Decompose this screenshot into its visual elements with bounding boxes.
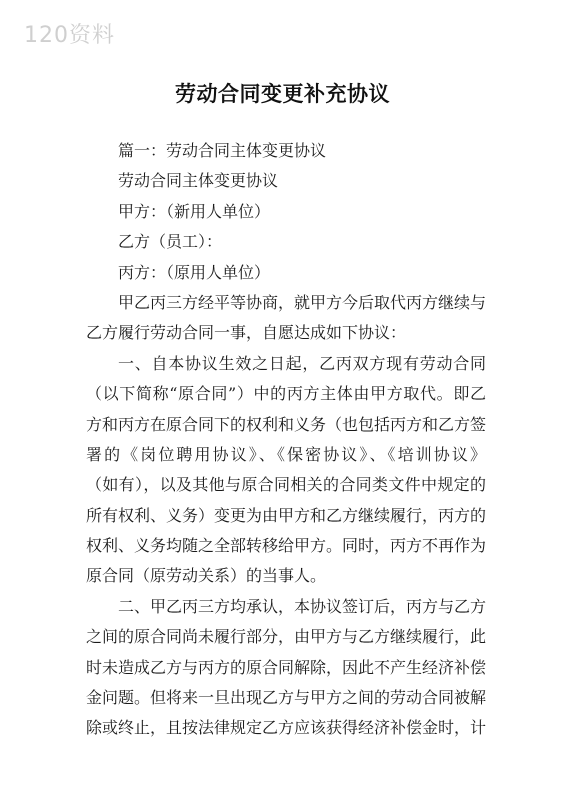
paragraph-line: 一、自本协议生效之日起，乙丙双方现有劳动合同 [118,353,486,373]
section-heading: 篇一：劳动合同主体变更协议 [118,141,327,160]
paragraph-line: 之间的原合同尚未履行部分，由甲方与乙方继续履行，此 [86,627,487,647]
paragraph-line: （以下简称“原合同”）中的丙方主体由甲方取代。即乙 [86,384,486,404]
paragraph-line: （如有），以及其他与原合同相关的合同类文件中规定的 [86,475,486,495]
party-b: 乙方（员工）： [118,232,223,252]
paragraph-line: 二、甲乙丙三方均承认，本协议签订后，丙方与乙方 [118,596,487,616]
document-body [86,136,486,744]
paragraph-line: 署的《岗位聘用协议》、《保密协议》、《培训协议》 [86,444,486,464]
paragraph-line: 原合同（原劳动关系）的当事人。 [86,566,327,586]
paragraph-line: 方和丙方在原合同下的权利和义务（也包括丙方和乙方签 [86,414,487,434]
paragraph-line: 乙方履行劳动合同一事，自愿达成如下协议： [86,323,407,343]
paragraph-line: 权利、义务均随之全部转移给甲方。同时，丙方不再作为 [86,536,487,556]
agreement-name: 劳动合同主体变更协议 [118,171,279,191]
paragraph-line: 甲乙丙三方经平等协商，就甲方今后取代丙方继续与 [118,292,487,312]
party-a: 甲方：（新用人单位） [118,201,271,221]
paragraph-line: 除或终止，且按法律规定乙方应该获得经济补偿金时，计 [86,718,487,738]
paragraph-line: 时未造成乙方与丙方的原合同解除，因此不产生经济补偿 [86,657,487,677]
paragraph-line: 所有权利、义务）变更为由甲方和乙方继续履行，丙方的 [86,505,487,525]
paragraph-line: 金问题。但将来一旦出现乙方与甲方之间的劳动合同被解 [86,688,487,708]
watermark: 120资料 [24,23,115,48]
document-title: 劳动合同变更补充协议 [175,82,390,106]
party-c: 丙方：（原用人单位） [118,262,271,282]
